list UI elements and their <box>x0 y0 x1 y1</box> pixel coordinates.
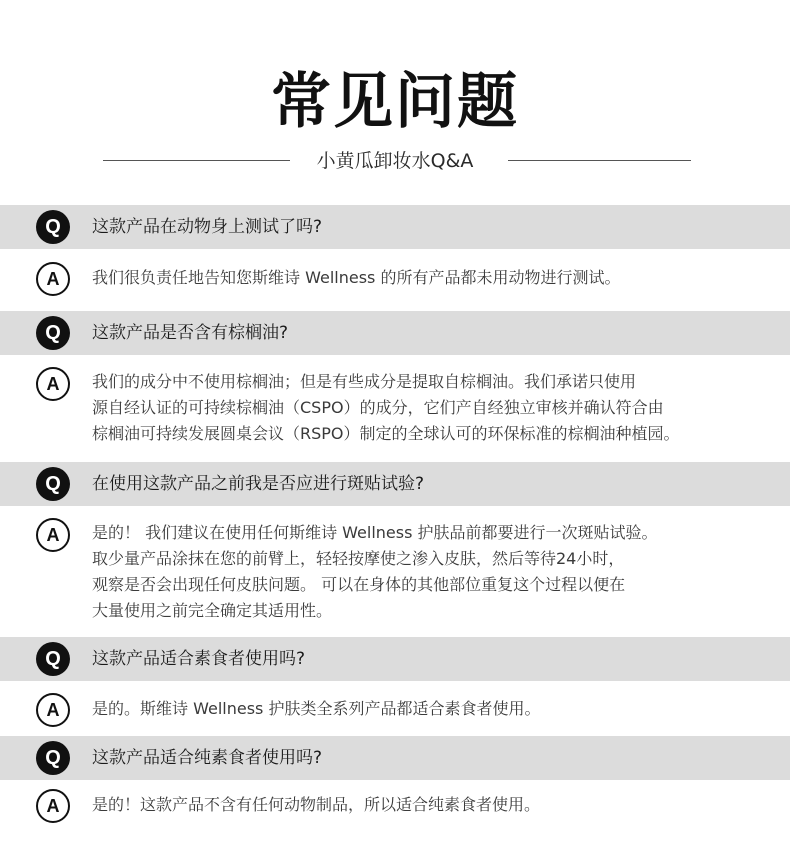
answer-badge-icon: A <box>36 518 70 552</box>
question-text-4: 这款产品适合素食者使用吗? <box>92 649 306 669</box>
question-bar-4 <box>0 637 790 681</box>
question-text-1: 这款产品在动物身上测试了吗? <box>92 217 323 237</box>
question-badge-icon: Q <box>36 741 70 775</box>
answer-block-1 <box>0 262 790 292</box>
answer-line: 是的。斯维诗 Wellness 护肤类全系列产品都适合素食者使用。 <box>92 699 541 718</box>
answer-badge-icon: A <box>36 262 70 296</box>
question-badge-icon: Q <box>36 210 70 244</box>
answer-block-5 <box>0 789 790 823</box>
answer-line: 我们很负责任地告知您斯维诗 Wellness 的所有产品都未用动物进行测试。 <box>92 268 621 287</box>
answer-line: 是的！ 我们建议在使用任何斯维诗 Wellness 护肤品前都要进行一次斑贴试验。 <box>92 523 658 542</box>
question-badge-icon: Q <box>36 642 70 676</box>
question-text-2: 这款产品是否含有棕榈油? <box>92 323 289 343</box>
answer-text-2 <box>92 369 772 447</box>
subtitle: 小黄瓜卸妆水Q&A <box>316 150 474 172</box>
answer-line: 棕榈油可持续发展圆桌会议（RSPO）制定的全球认可的环保标准的棕榈油种植园。 <box>92 424 680 443</box>
answer-text-4 <box>92 696 772 722</box>
question-text-3: 在使用这款产品之前我是否应进行斑贴试验? <box>92 474 425 494</box>
answer-badge-icon: A <box>36 367 70 401</box>
question-bar-2 <box>0 311 790 355</box>
answer-line: 观察是否会出现任何皮肤问题。 可以在身体的其他部位重复这个过程以便在 <box>92 575 626 594</box>
answer-text-3 <box>92 520 772 624</box>
answer-line: 是的！这款产品不含有任何动物制品，所以适合纯素食者使用。 <box>92 795 541 814</box>
answer-line: 我们的成分中不使用棕榈油；但是有些成分是提取自棕榈油。我们承诺只使用 <box>92 372 637 391</box>
answer-text-1 <box>92 265 772 291</box>
question-text-5: 这款产品适合纯素食者使用吗? <box>92 748 323 768</box>
answer-line: 源自经认证的可持续棕榈油（CSPO）的成分，它们产自经独立审核并确认符合由 <box>92 398 664 417</box>
question-bar-5 <box>0 736 790 780</box>
subtitle-divider-right <box>508 160 691 161</box>
answer-line: 取少量产品涂抹在您的前臂上，轻轻按摩使之渗入皮肤，然后等待24小时， <box>92 549 625 568</box>
answer-line: 大量使用之前完全确定其适用性。 <box>92 601 333 620</box>
answer-block-4 <box>0 693 790 727</box>
answer-badge-icon: A <box>36 789 70 823</box>
answer-block-2 <box>0 366 790 446</box>
page-title: 常见问题 <box>271 67 519 137</box>
question-bar-1 <box>0 205 790 249</box>
question-badge-icon: Q <box>36 316 70 350</box>
answer-block-3 <box>0 517 790 627</box>
answer-text-5 <box>92 792 772 818</box>
question-badge-icon: Q <box>36 467 70 501</box>
question-bar-3 <box>0 462 790 506</box>
subtitle-row <box>0 145 790 177</box>
answer-badge-icon: A <box>36 693 70 727</box>
